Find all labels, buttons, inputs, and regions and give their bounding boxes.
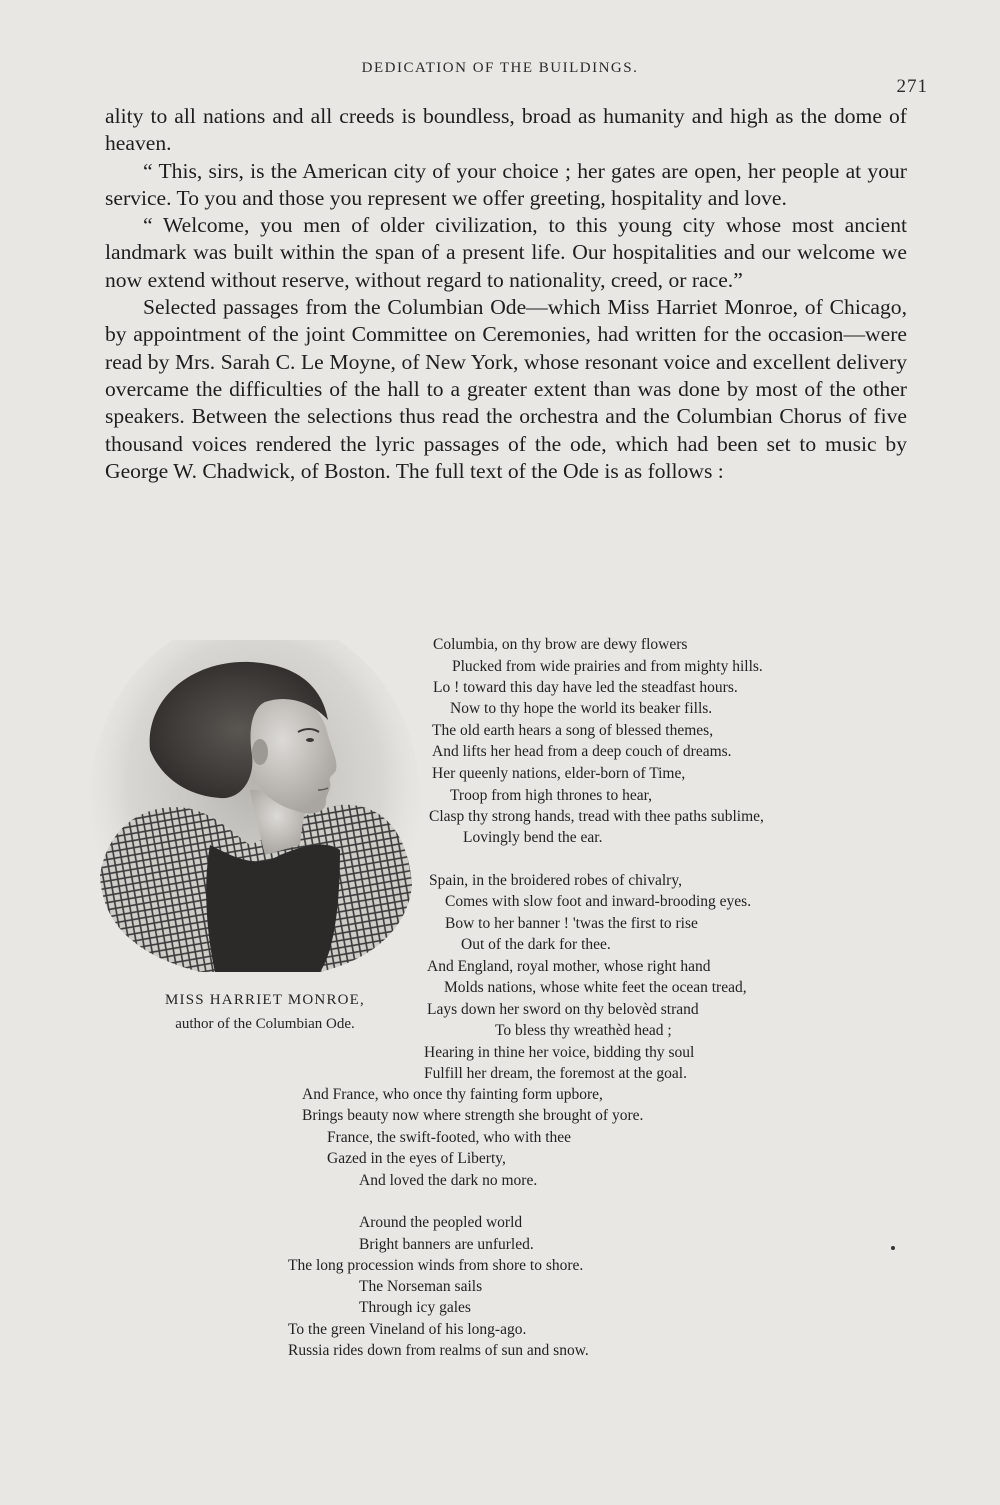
- poem-line: Through icy gales: [359, 1299, 471, 1316]
- paragraph: “ This, sirs, is the American city of your choice ; her gates are open, her people at your service. To you and those you represent we offer greeting, hospitality and love.: [105, 158, 907, 210]
- figure-caption: [125, 988, 405, 1036]
- poem-line: And loved the dark no more.: [359, 1172, 538, 1189]
- poem-line: Clasp thy strong hands, tread with thee paths sublime,: [429, 808, 764, 825]
- poem-line: Now to thy hope the world its beaker fills.: [450, 700, 713, 717]
- poem-line: Lays down her sword on thy belovèd strand: [427, 1001, 699, 1018]
- poem-line: Gazed in the eyes of Liberty,: [327, 1150, 506, 1167]
- poem-line: France, the swift-footed, who with thee: [327, 1129, 572, 1146]
- portrait-image: [90, 640, 420, 985]
- poem-line: Lo ! toward this day have led the steadfast hours.: [433, 679, 738, 696]
- poem-line: Comes with slow foot and inward-brooding eyes.: [445, 893, 752, 910]
- poem-line: Bow to her banner ! 'twas the first to rise: [445, 915, 698, 932]
- poem-line: Fulfill her dream, the foremost at the goal.: [424, 1065, 687, 1082]
- poem-line: Around the peopled world: [359, 1214, 523, 1231]
- poem-line: Out of the dark for thee.: [461, 936, 611, 953]
- poem-line: Her queenly nations, elder-born of Time,: [432, 765, 686, 782]
- poem-line: Hearing in thine her voice, bidding thy soul: [424, 1044, 695, 1061]
- poem-line: Molds nations, whose white feet the ocean tread,: [444, 979, 747, 996]
- page-number: 271: [896, 76, 928, 97]
- caption-role: author of the Columbian Ode.: [175, 1016, 355, 1032]
- poem-line: To bless thy wreathèd head ;: [495, 1022, 672, 1039]
- running-head: DEDICATION OF THE BUILDINGS.: [361, 60, 639, 76]
- paragraph: ality to all nations and all creeds is boundless, broad as humanity and high as the dome of heaven.: [105, 104, 907, 156]
- poem-line: Brings beauty now where strength she brought of yore.: [302, 1107, 644, 1124]
- poem-line: Columbia, on thy brow are dewy flowers: [433, 636, 688, 653]
- poem-line: Bright banners are unfurled.: [359, 1236, 534, 1253]
- poem-line: The old earth hears a song of blessed themes,: [432, 722, 714, 739]
- poem-line: And France, who once thy fainting form upbore,: [302, 1086, 603, 1103]
- poem-line: And lifts her head from a deep couch of dreams.: [432, 743, 732, 760]
- poem-line: Troop from high thrones to hear,: [450, 787, 653, 804]
- paragraph: “ Welcome, you men of older civilization, to this young city whose most ancient landmark was built within the span of a present life. Our hospitalities and our welcome we now extend without reserve, without regard to nationality, creed, or race.”: [105, 213, 907, 292]
- poem-line: The long procession winds from shore to shore.: [288, 1257, 584, 1274]
- poem-line: Russia rides down from realms of sun and snow.: [288, 1342, 589, 1359]
- poem-line: Plucked from wide prairies and from mighty hills.: [452, 658, 763, 675]
- portrait-engraving: [90, 640, 420, 985]
- poem-line: The Norseman sails: [359, 1278, 483, 1295]
- poem-line: Lovingly bend the ear.: [463, 829, 603, 846]
- body-text: [105, 103, 907, 485]
- poem-line: Spain, in the broidered robes of chivalry,: [429, 872, 682, 889]
- poem-line: And England, royal mother, whose right hand: [427, 958, 711, 975]
- paragraph: Selected passages from the Columbian Ode—which Miss Harriet Monroe, of Chicago, by appointment of the joint Committee on Ceremonies, had written for the occasion—were read by Mrs. Sarah C. Le Moyne, of New York, whose resonant voice and excellent delivery overcame the difficulties of the hall to a greater extent than was done by most of the other speakers. Between the selections thus read the orchestra and the Columbian Chorus of five thousand voices rendered the lyric passages of the ode, which had been set to music by George W. Chadwick, of Boston. The full text of the Ode is as follows :: [105, 295, 907, 483]
- caption-name: MISS HARRIET MONROE,: [165, 992, 365, 1008]
- poem-line: To the green Vineland of his long-ago.: [288, 1321, 527, 1338]
- print-speck: [891, 1246, 895, 1250]
